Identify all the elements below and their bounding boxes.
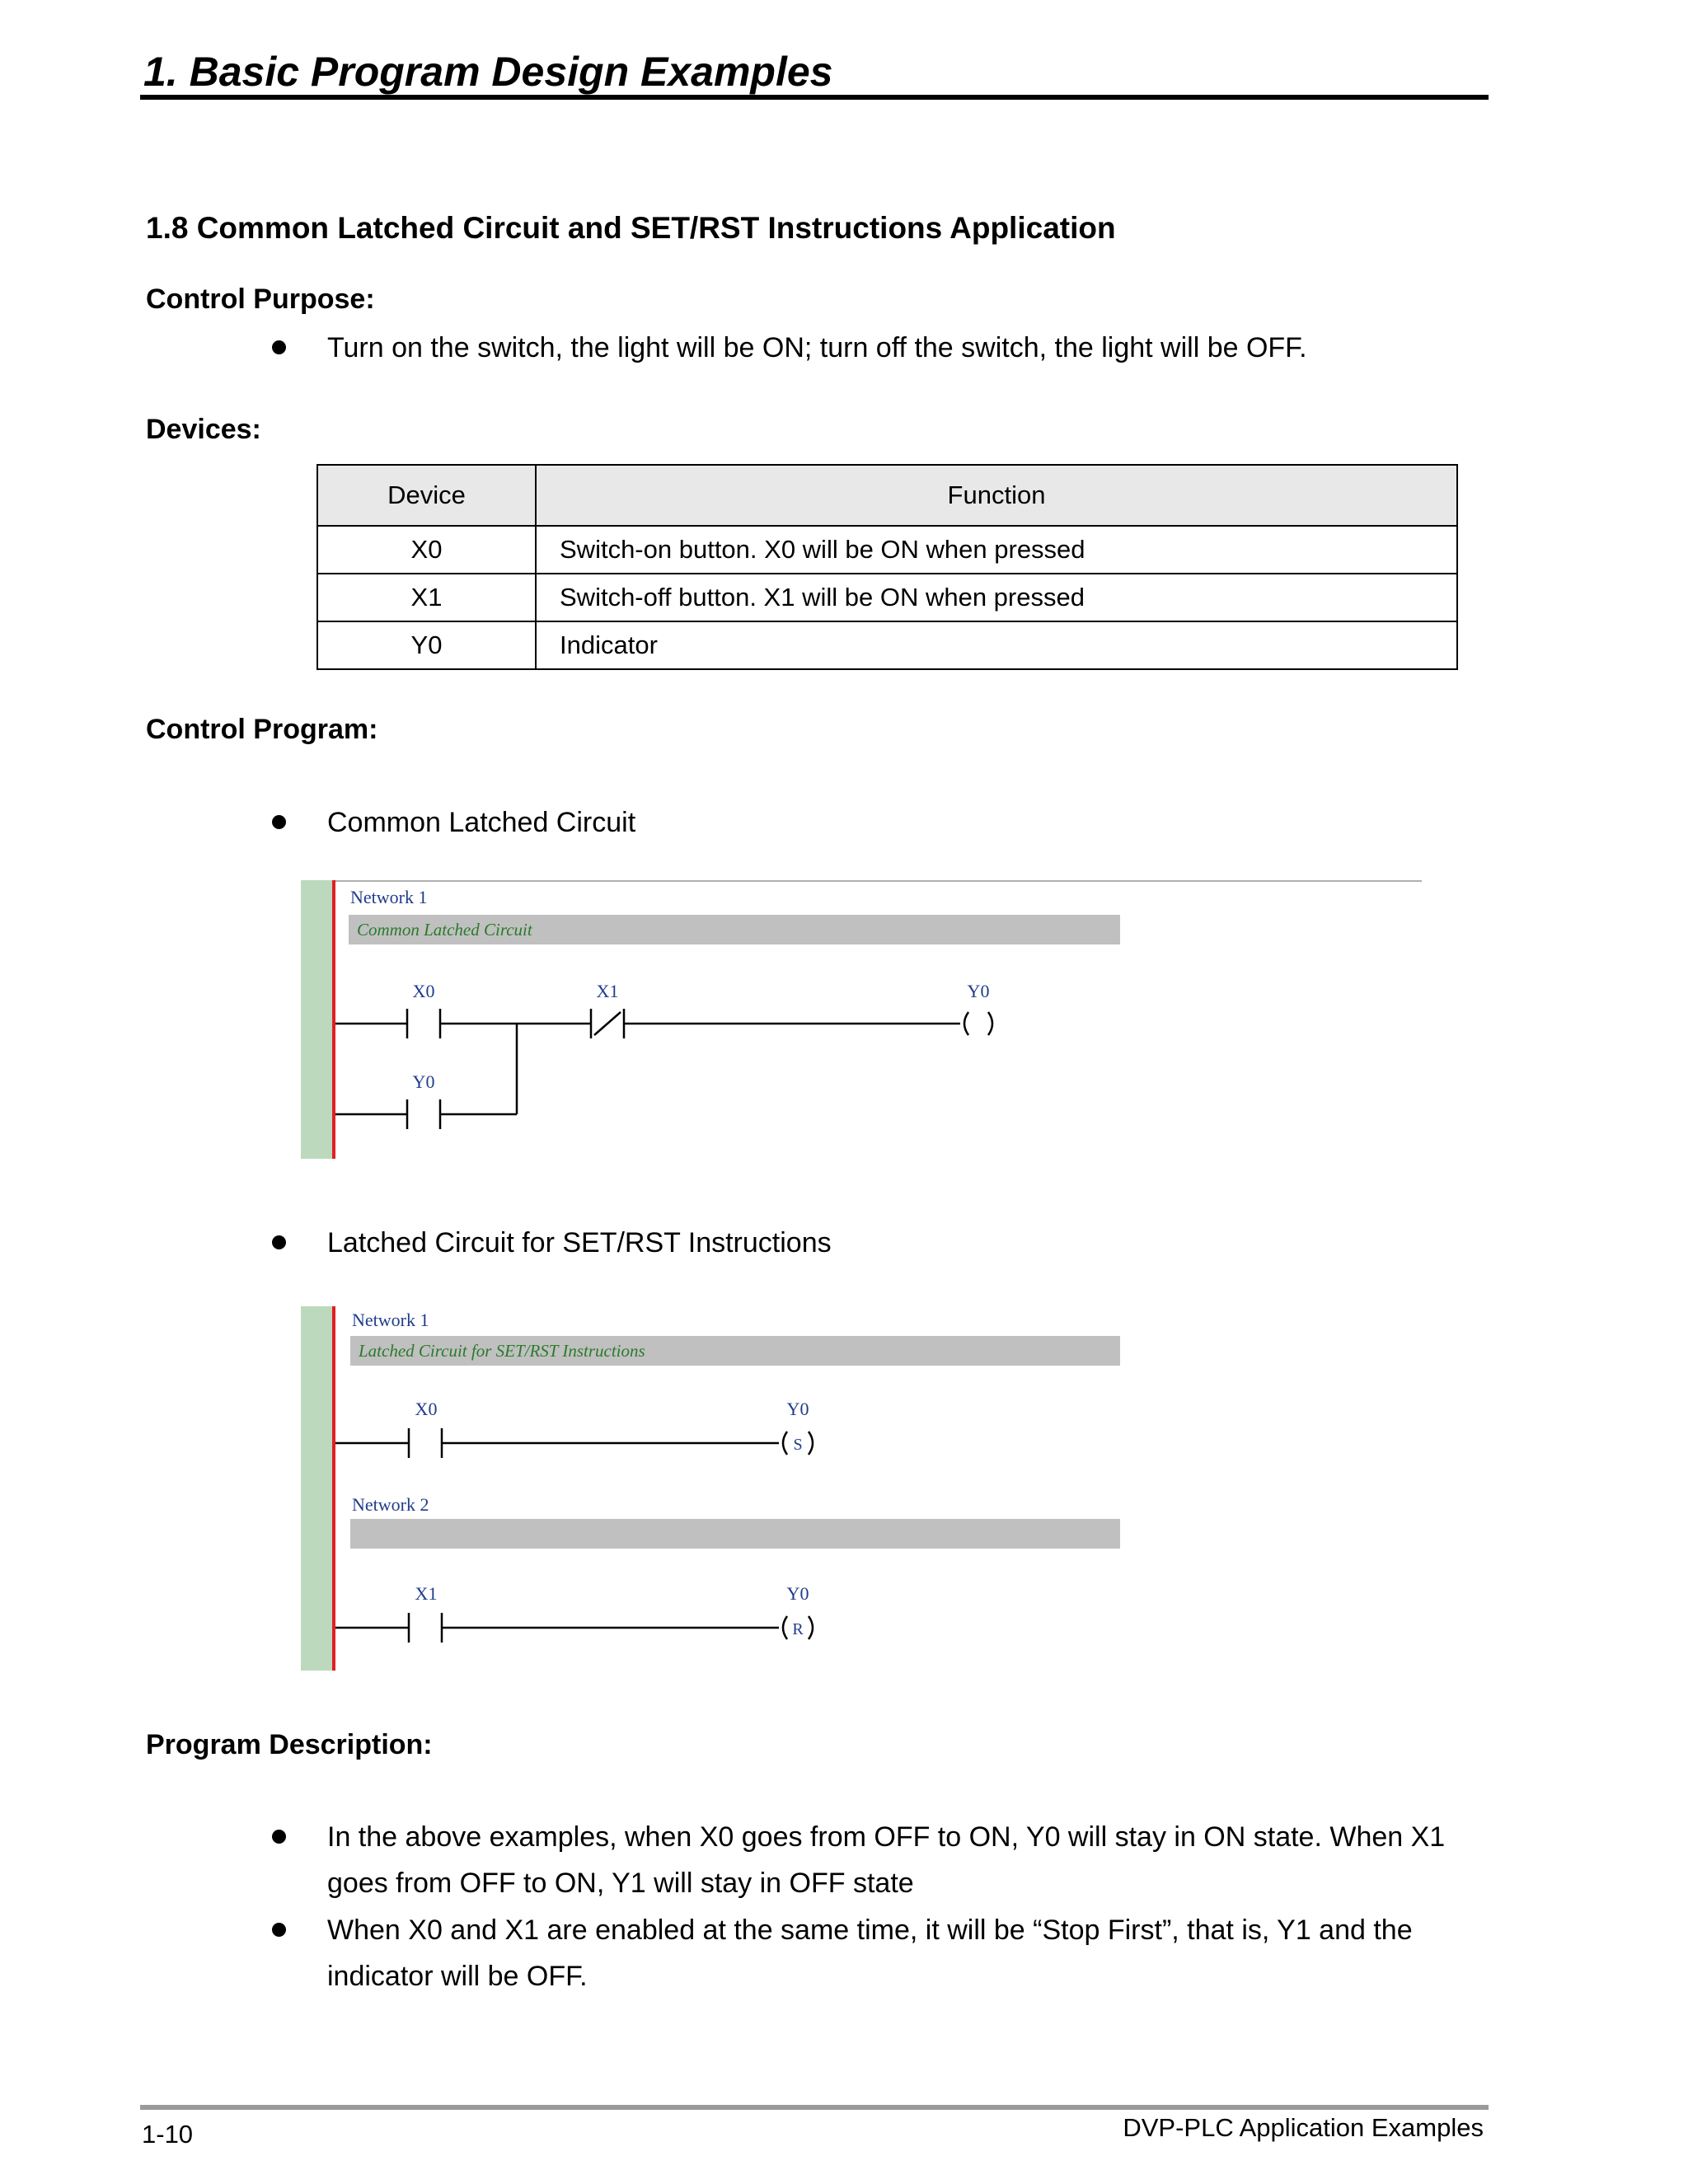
reset-coil-letter: R xyxy=(792,1620,804,1638)
reset-coil-right-arc xyxy=(809,1616,813,1639)
footer-rule xyxy=(140,2105,1489,2110)
description-item-1-line-2: goes from OFF to ON, Y1 will stay in OFF state xyxy=(327,1868,914,1899)
section-title: 1.8 Common Latched Circuit and SET/RST Instructions Application xyxy=(146,211,1116,245)
devices-table xyxy=(316,464,1458,670)
table-row xyxy=(317,574,1457,621)
column-header-device: Device xyxy=(317,465,536,526)
program-description-heading: Program Description: xyxy=(146,1729,433,1760)
device-cell: Y0 xyxy=(317,621,536,669)
x1-normally-closed-slash xyxy=(594,1012,621,1035)
control-program-item-1: Common Latched Circuit xyxy=(327,807,636,838)
contact-label-y0: Y0 xyxy=(412,1071,435,1092)
network-comment-bar-1: Latched Circuit for SET/RST Instructions xyxy=(350,1336,1120,1366)
coil-y0-right-arc xyxy=(988,1012,992,1035)
network-label-1: Network 1 xyxy=(352,1310,429,1330)
bullet-icon xyxy=(272,1830,286,1844)
reset-coil-left-arc xyxy=(783,1616,787,1639)
page-number: 1-10 xyxy=(142,2120,194,2149)
bullet-icon xyxy=(272,815,286,829)
ladder-wiring xyxy=(301,1306,1125,1671)
bullet-icon xyxy=(272,340,286,354)
table-row xyxy=(317,621,1457,669)
network-label: Network 1 xyxy=(350,887,428,907)
function-cell: Switch-off button. X1 will be ON when pressed xyxy=(536,574,1457,621)
devices-heading: Devices: xyxy=(146,414,261,445)
ladder-diagram-set-rst xyxy=(301,1306,1125,1671)
coil-y0-left-arc xyxy=(964,1012,968,1035)
contact-label-x1: X1 xyxy=(415,1583,438,1604)
contact-label-x0: X0 xyxy=(412,981,435,1001)
control-program-item-2: Latched Circuit for SET/RST Instructions xyxy=(327,1227,832,1258)
description-item-1-line-1: In the above examples, when X0 goes from OFF to ON, Y0 will stay in ON state. When X1 xyxy=(327,1821,1446,1853)
device-cell: X1 xyxy=(317,574,536,621)
column-header-function: Function xyxy=(536,465,1457,526)
set-coil-left-arc xyxy=(783,1432,787,1455)
control-purpose-item: Turn on the switch, the light will be ON; turn off the switch, the light will be OFF. xyxy=(327,332,1307,363)
document-title: DVP-PLC Application Examples xyxy=(1123,2113,1484,2142)
set-coil-letter: S xyxy=(793,1436,803,1454)
coil-label-y0: Y0 xyxy=(786,1399,809,1419)
device-cell: X0 xyxy=(317,526,536,574)
coil-label-y0: Y0 xyxy=(967,981,990,1001)
network-comment-bar: Common Latched Circuit xyxy=(349,915,1120,944)
description-item-2-line-2: indicator will be OFF. xyxy=(327,1961,588,1992)
ladder-wiring xyxy=(301,880,1422,1159)
control-program-heading: Control Program: xyxy=(146,714,378,745)
table-row xyxy=(317,526,1457,574)
function-cell: Indicator xyxy=(536,621,1457,669)
function-cell: Switch-on button. X0 will be ON when pressed xyxy=(536,526,1457,574)
bullet-icon xyxy=(272,1235,286,1249)
ladder-diagram-common-latched xyxy=(301,880,1422,1159)
coil-label-y0: Y0 xyxy=(786,1583,809,1604)
chapter-title: 1. Basic Program Design Examples xyxy=(143,49,833,95)
bullet-icon xyxy=(272,1923,286,1937)
contact-label-x1: X1 xyxy=(596,981,619,1001)
contact-label-x0: X0 xyxy=(415,1399,438,1419)
description-item-2-line-1: When X0 and X1 are enabled at the same time, it will be “Stop First”, that is, Y1 and the xyxy=(327,1915,1413,1946)
set-coil-right-arc xyxy=(809,1432,813,1455)
table-header-row xyxy=(317,465,1457,526)
network-label-2: Network 2 xyxy=(352,1494,429,1515)
chapter-rule xyxy=(140,95,1489,100)
control-purpose-heading: Control Purpose: xyxy=(146,284,375,315)
